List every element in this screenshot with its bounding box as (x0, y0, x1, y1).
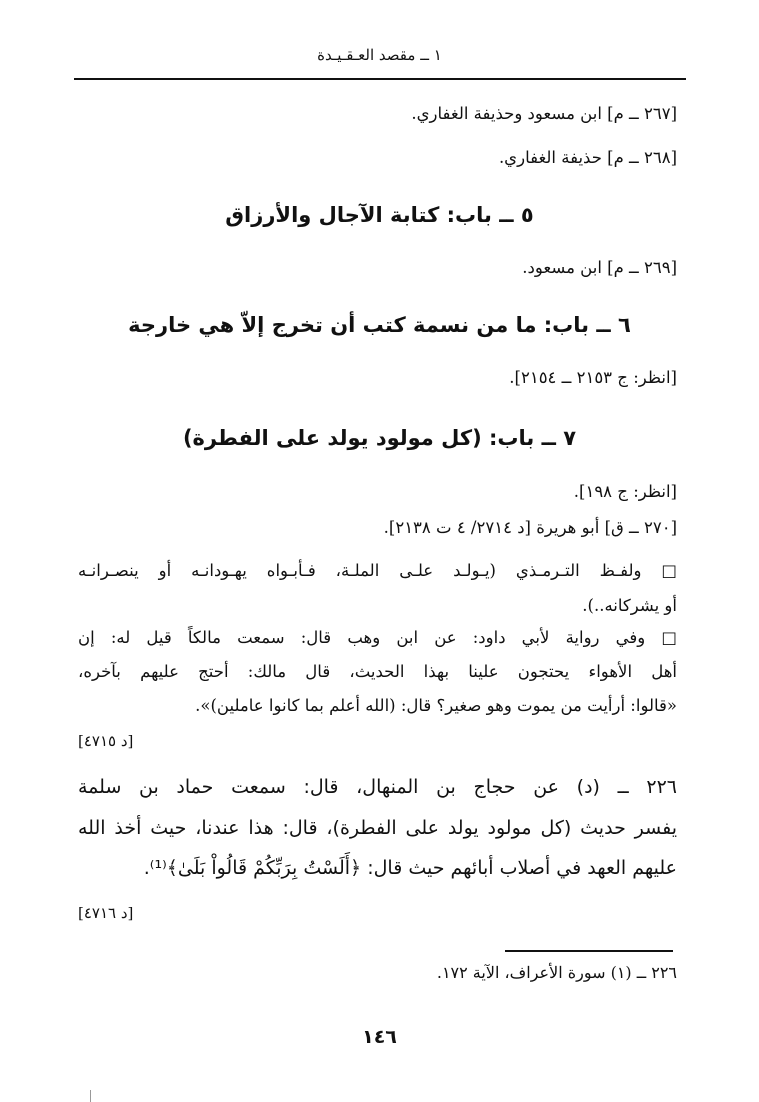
abudawud-line-3: «قالوا: أرأيت من يموت وهو صغير؟ قال: (الله أعلم بما كانوا عاملين)». (195, 696, 677, 715)
running-header: ١ ــ مقصد العـقـيـدة (317, 46, 442, 64)
hadith-226-line-2: يفسر حديث (كل مولود يولد على الفطرة)، قال: هذا عندنا، حيث أخذ الله (78, 817, 677, 839)
hadith-226-line-1: ٢٢٦ ــ (د) عن حجاج بن المنهال، قال: سمعت حماد بن سلمة (78, 776, 677, 798)
page-number: ١٤٦ (362, 1026, 397, 1048)
ref-269: [٢٦٩ ــ م] ابن مسعود. (522, 258, 677, 277)
tirmidhi-line-2: أو يشركانه..). (582, 596, 677, 615)
abudawud-line-1: □ وفي رواية لأبي داود: عن ابن وهب قال: سمعت مالكاً قيل له: إن (78, 628, 677, 647)
see-reference-7: [انظر: ج ١٩٨]. (573, 482, 677, 501)
chapter-heading-5: ٥ ــ باب: كتابة الآجال والأرزاق (225, 203, 534, 227)
ref-4716: [د ٤٧١٦] (78, 904, 134, 922)
abudawud-line-2: أهل الأهواء يحتجون علينا بهذا الحديث، قال مالك: أحتج عليهم بآخره، (78, 662, 677, 681)
header-divider (74, 78, 686, 80)
ref-267: [٢٦٧ ــ م] ابن مسعود وحذيفة الغفاري. (411, 104, 677, 123)
tirmidhi-line-1: □ ولفـظ التـرمـذي (يـولـد علـى الملـة، فـأبـواه يهـودانـه أو ينصـرانـه (78, 561, 677, 580)
scan-mark (90, 1090, 91, 1102)
chapter-heading-7: ٧ ــ باب: (كل مولود يولد على الفطرة) (182, 426, 577, 450)
see-reference-6: [انظر: ج ٢١٥٣ ــ ٢١٥٤]. (509, 368, 677, 387)
ref-270: [٢٧٠ ــ ق] أبو هريرة [د ٢٧١٤/ ٤ ت ٢١٣٨]. (383, 518, 677, 537)
hadith-226-line-3: عليهم العهد في أصلاب أبائهم حيث قال: ﴿أَلَسْتُ بِرَبِّكُمْ قَالُواْ بَلَىٰ﴾⁽¹⁾. (143, 857, 677, 879)
ref-268: [٢٦٨ ــ م] حذيفة الغفاري. (498, 148, 677, 167)
chapter-heading-6: ٦ ــ باب: ما من نسمة كتب أن تخرج إلاّ هي خارجة (128, 313, 631, 337)
footnote-divider (505, 950, 673, 952)
footnote-226: ٢٢٦ ــ (١) سورة الأعراف، الآية ١٧٢. (436, 963, 677, 982)
ref-4715: [د ٤٧١٥] (78, 732, 134, 750)
